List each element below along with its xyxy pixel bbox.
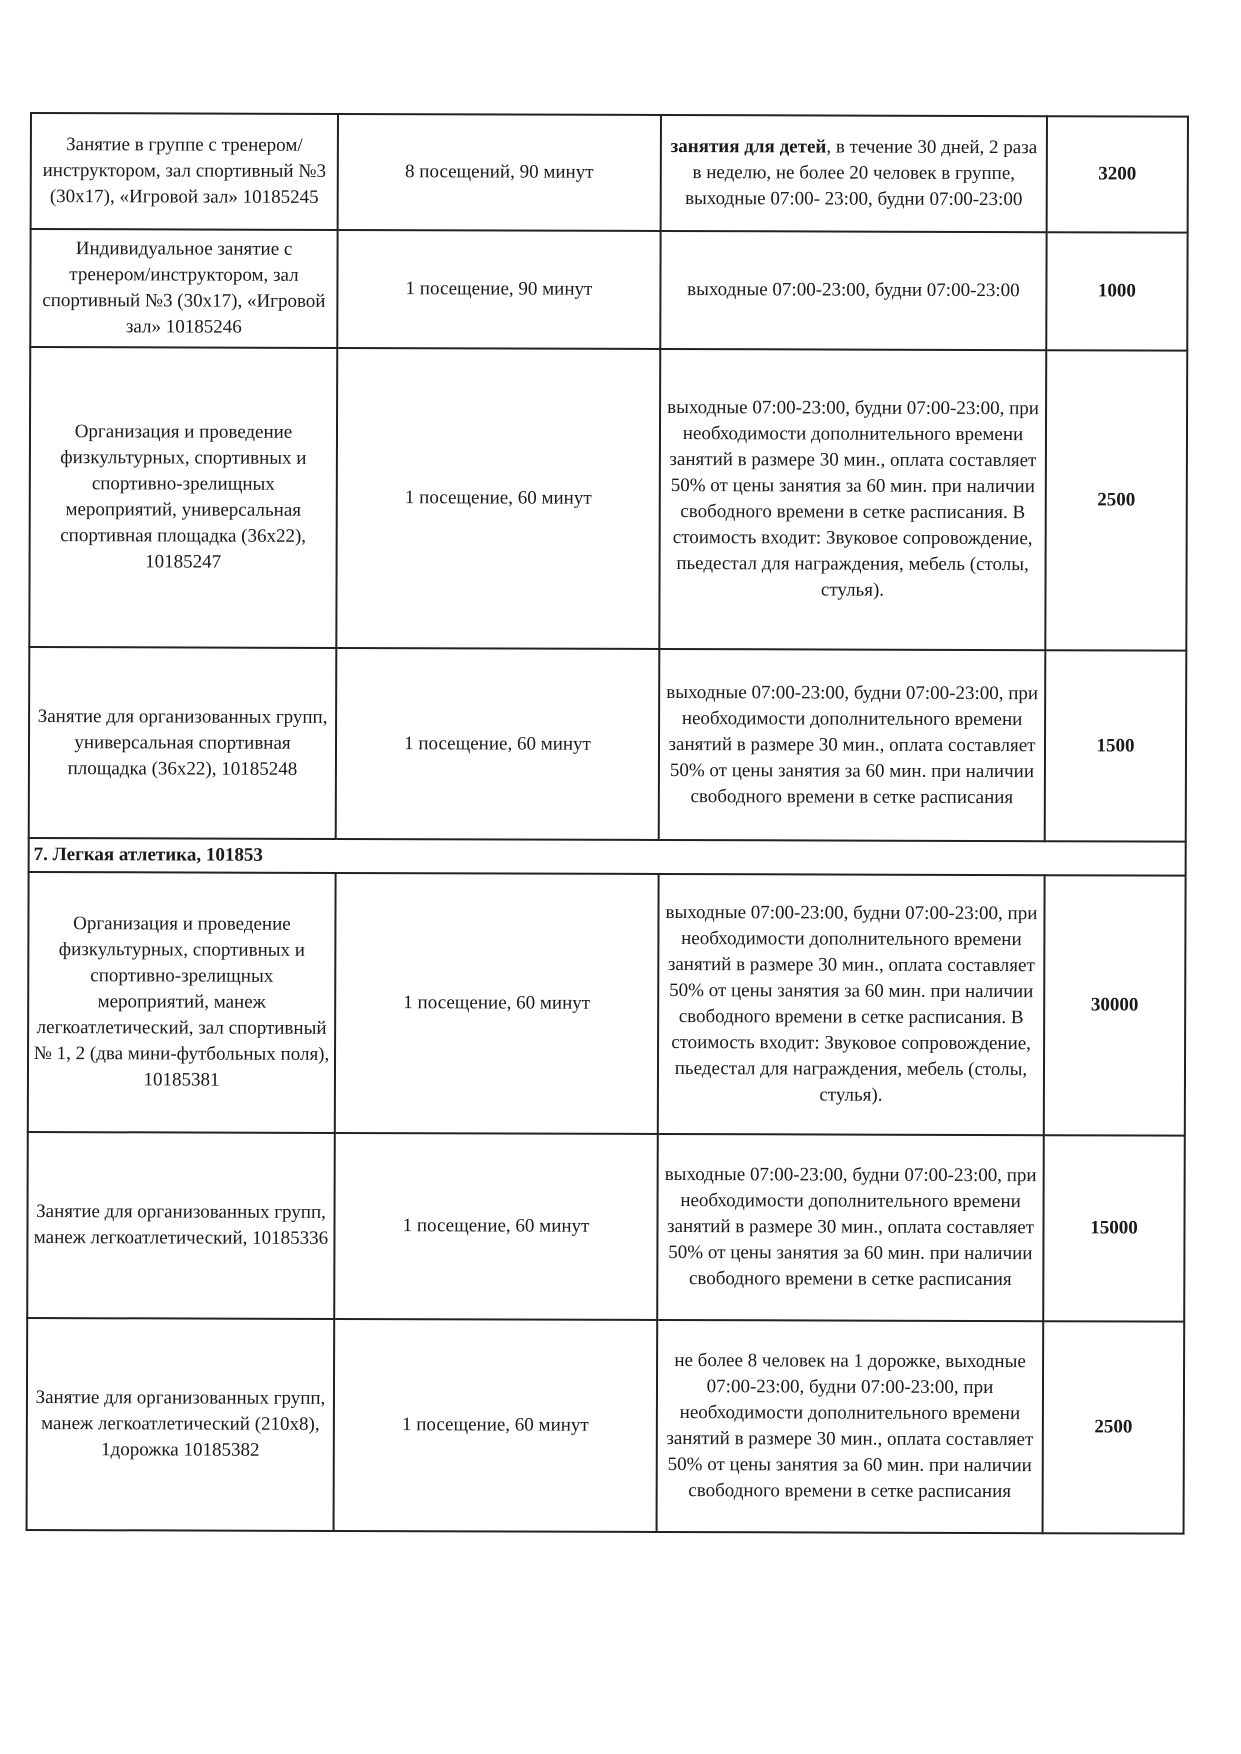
visits-cell: 8 посещений, 90 минут bbox=[338, 114, 661, 231]
conditions-cell: выходные 07:00-23:00, будни 07:00-23:00, при необходимости дополнительного времени занятий в размере 30 мин., оплата составляет 50% от цены занятия за 60 мин. при наличии свободного времени в сетке расписания. В стоимость входит: Звуковое сопровождение, пьедестал для награждения, мебель (столы, стулья). bbox=[658, 874, 1045, 1135]
price-cell: 2500 bbox=[1043, 1321, 1185, 1533]
visits-cell: 1 посещение, 60 минут bbox=[334, 1319, 658, 1532]
conditions-lead: занятия для детей bbox=[670, 136, 827, 158]
price-table bbox=[26, 112, 1189, 1535]
table-row bbox=[29, 347, 1187, 651]
price-cell: 1000 bbox=[1046, 232, 1187, 350]
visits-cell: 1 посещение, 60 минут bbox=[336, 648, 660, 840]
section-row bbox=[29, 838, 1186, 876]
service-cell: Организация и проведение физкультурных, спортивных и спортивно-зрелищных мероприятий, манеж легкоатлетический, зал спортивный № 1, 2 (два мини-футбольных поля), 10185381 bbox=[28, 872, 336, 1133]
conditions-cell: не более 8 человек на 1 дорожке, выходные 07:00-23:00, будни 07:00-23:00, при необходимости дополнительного времени занятий в размере 30 мин., оплата составляет 50% от цены занятия за 60 мин. при наличии свободного времени в сетке расписания bbox=[657, 1320, 1044, 1533]
price-cell: 2500 bbox=[1045, 350, 1187, 650]
conditions-cell bbox=[661, 115, 1047, 232]
visits-cell: 1 посещение, 60 минут bbox=[336, 348, 660, 649]
conditions-cell: выходные 07:00-23:00, будни 07:00-23:00, при необходимости дополнительного времени занятий в размере 30 мин., оплата составляет 50% от цены занятия за 60 мин. при наличии свободного времени в сетке расписания. В стоимость входит: Звуковое сопровождение, пьедестал для награждения, мебель (столы, стулья). bbox=[659, 349, 1046, 650]
service-cell: Занятие для организованных групп, манеж легкоатлетический, 10185336 bbox=[27, 1132, 335, 1319]
service-cell: Организация и проведение физкультурных, спортивных и спортивно-зрелищных мероприятий, универсальная спортивная площадка (36x22), 10185247 bbox=[29, 347, 337, 648]
table-row bbox=[30, 229, 1187, 351]
visits-cell: 1 посещение, 90 минут bbox=[337, 230, 660, 349]
conditions-cell: выходные 07:00-23:00, будни 07:00-23:00, при необходимости дополнительного времени занятий в размере 30 мин., оплата составляет 50% от цены занятия за 60 мин. при наличии свободного времени в сетке расписания bbox=[657, 1134, 1044, 1321]
table-row bbox=[29, 647, 1187, 842]
service-cell: Занятие в группе с тренером/инструктором, зал спортивный №3 (30x17), «Игровой зал» 10185245 bbox=[31, 113, 338, 230]
conditions-text: , в течение 30 дней, 2 раза в неделю, не более 20 человек в группе, выходные 07:00- 23:00, будни 07:00-23:00 bbox=[685, 136, 1038, 211]
table-row bbox=[28, 872, 1186, 1136]
service-cell: Занятие для организованных групп, манеж легкоатлетический (210x8), 1дорожка 10185382 bbox=[27, 1318, 335, 1531]
table-row bbox=[31, 113, 1188, 233]
price-cell: 30000 bbox=[1044, 875, 1186, 1135]
conditions-cell: выходные 07:00-23:00, будни 07:00-23:00 bbox=[660, 231, 1046, 350]
price-cell: 1500 bbox=[1045, 650, 1187, 841]
service-cell: Занятие для организованных групп, универсальная спортивная площадка (36x22), 10185248 bbox=[29, 647, 337, 839]
service-cell: Индивидуальное занятие с тренером/инструктором, зал спортивный №3 (30x17), «Игровой зал» 10185246 bbox=[30, 229, 337, 348]
price-cell: 15000 bbox=[1043, 1135, 1185, 1321]
section-title: 7. Легкая атлетика, 101853 bbox=[29, 838, 1186, 876]
table-row bbox=[27, 1132, 1185, 1322]
visits-cell: 1 посещение, 60 минут bbox=[334, 1133, 658, 1320]
price-cell: 3200 bbox=[1047, 116, 1188, 232]
conditions-cell: выходные 07:00-23:00, будни 07:00-23:00, при необходимости дополнительного времени занятий в размере 30 мин., оплата составляет 50% от цены занятия за 60 мин. при наличии свободного времени в сетке расписания bbox=[659, 649, 1046, 841]
visits-cell: 1 посещение, 60 минут bbox=[335, 873, 659, 1134]
table-row bbox=[27, 1318, 1185, 1534]
